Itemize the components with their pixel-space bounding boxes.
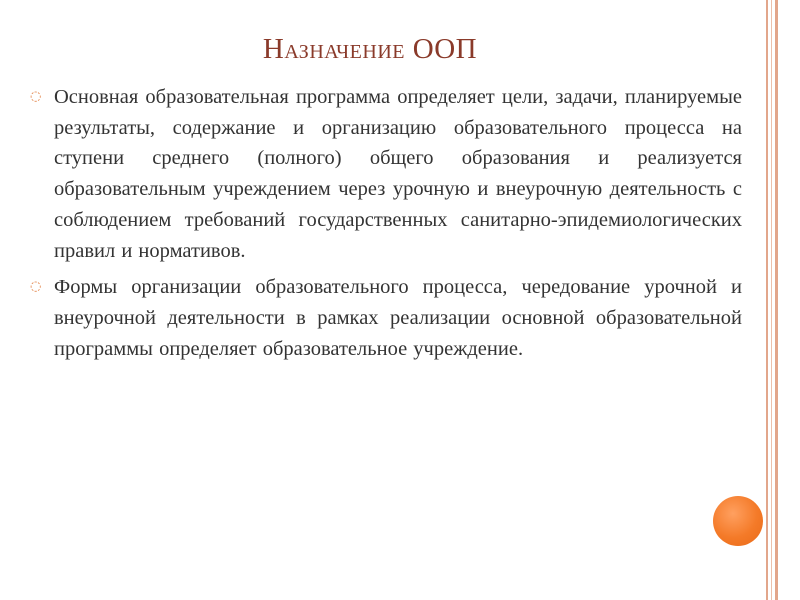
orange-circle-decoration: [713, 496, 763, 546]
decorative-rule: [775, 0, 778, 600]
decorative-rule: [766, 0, 768, 600]
bullet-list: [30, 82, 742, 370]
decorative-rule: [771, 0, 772, 600]
slide-title: Назначение ООП: [262, 33, 478, 65]
bullet-text: Формы организации образовательного процесса, чередование урочной и внеурочной деятельности в рамках реализации основной образовательной программы определяет образовательное учреждение.: [54, 276, 742, 360]
bullet-item: [30, 272, 742, 364]
open-ring-bullet-icon: ◌: [30, 89, 42, 104]
bullet-item: [30, 82, 742, 266]
bullet-text: Основная образовательная программа определяет цели, задачи, планируемые результаты, содержание и организацию образовательного процесса на ступени среднего (полного) общего образования и реализуется образовательным учреждением через урочную и внеурочную деятельность с соблюдением требований государственных санитарно-эпидемиологических правил и нормативов.: [54, 86, 742, 262]
open-ring-bullet-icon: ◌: [30, 279, 42, 295]
